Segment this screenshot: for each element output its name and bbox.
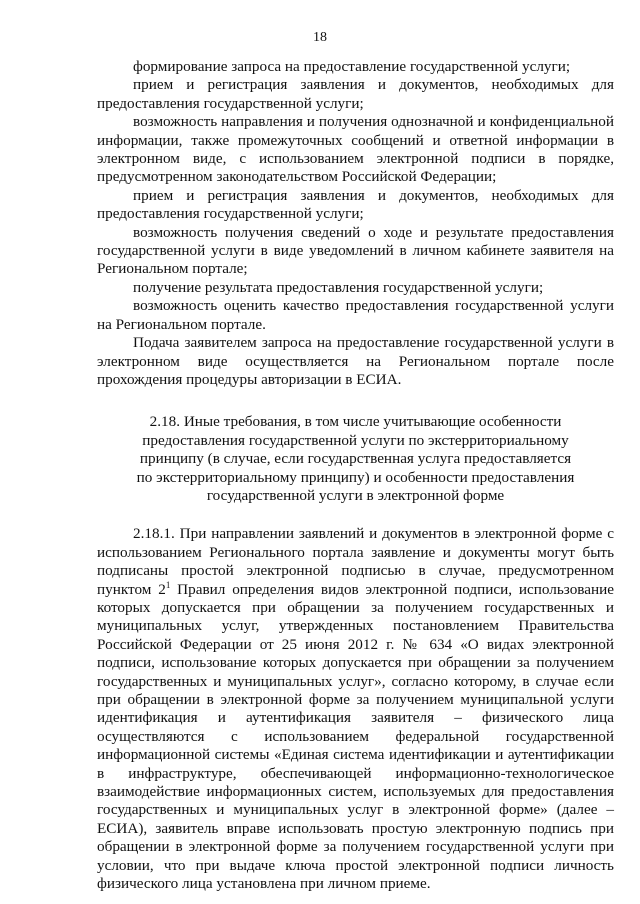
paragraph: формирование запроса на предоставление государственной услуги;	[133, 58, 571, 75]
heading-line: принципу (в случае, если государственная услуга предоставляется	[139, 450, 572, 468]
paragraph: Подача заявителем запроса на предоставление государственной услуги в электронном виде осуществляется на Региональном портале после прохождения процедуры авторизации в ЕСИА.	[97, 334, 614, 388]
paragraph: возможность получения сведений о ходе и результате предоставления государственной услуги в виде уведомлений в личном кабинете заявителя на Региональном портале;	[97, 223, 614, 278]
section-heading	[97, 413, 614, 505]
document-body	[97, 58, 614, 893]
paragraph: получение результата предоставления государственной услуги;	[133, 278, 544, 296]
paragraph: прием и регистрация заявления и документов, необходимых для предоставления государственной услуги;	[97, 186, 614, 223]
paragraph: возможность оценить качество предоставления государственной услуги на Региональном портале.	[97, 297, 614, 333]
superscript: 1	[165, 579, 171, 590]
heading-line: по экстерриториальному принципу) и особенности предоставления	[136, 468, 575, 486]
clause-2-18-1	[97, 525, 614, 893]
paragraph: прием и регистрация заявления и документов, необходимых для предоставления государственной услуги;	[97, 76, 614, 112]
heading-line: 2.18. Иные требования, в том числе учитывающие особенности	[149, 413, 562, 431]
page-number: 18	[313, 30, 327, 45]
paragraph: возможность направления и получения однозначной и конфиденциальной информации, также промежуточных сообщений и ответной информации в электронном виде, с использованием электронной подписи в порядке, предусмотренном законодательством Российской Федерации;	[97, 113, 614, 186]
clause-text-start: 2.18.1. При направлении заявлений и документов в электронной форме с использованием Регионального портала заявление и документы могут быть подписаны простой электронной подписью в случае, предусмотренном пунктом 2	[97, 525, 614, 598]
heading-line: государственной услуги в электронной форме	[206, 486, 505, 504]
clause-text-end: Правил определения видов электронной подписи, использование которых допускается при обращении за получением государственных и муниципальных услуг, утвержденных постановлением Правительства Российской Федерации от 25 июня 2012 г. № 634 «О видах электронной подписи, использование которых допускается при обращении за получением государственных и муниципальных услуг», согласно которому, в случае если при обращении в электронной форме за получением муниципальной услуги идентификация и аутентификация заявителя – физического лица осуществляются с использованием федеральной государственной информационной системы «Единая система идентификации и аутентификации в инфраструктуре, обеспечивающей информационно-технологическое взаимодействие информационных систем, используемых для предоставления государственных и муниципальных услуг в электронной форме» (далее – ЕСИА), заявитель вправе использовать простую электронную подпись при обращении в электронной форме за получением государственной услуги при условии, что при выдаче ключа простой электронной подписи личность физического лица установлена при личном приеме.	[97, 580, 615, 893]
heading-line: предоставления государственной услуги по экстерриториальному	[142, 431, 569, 449]
